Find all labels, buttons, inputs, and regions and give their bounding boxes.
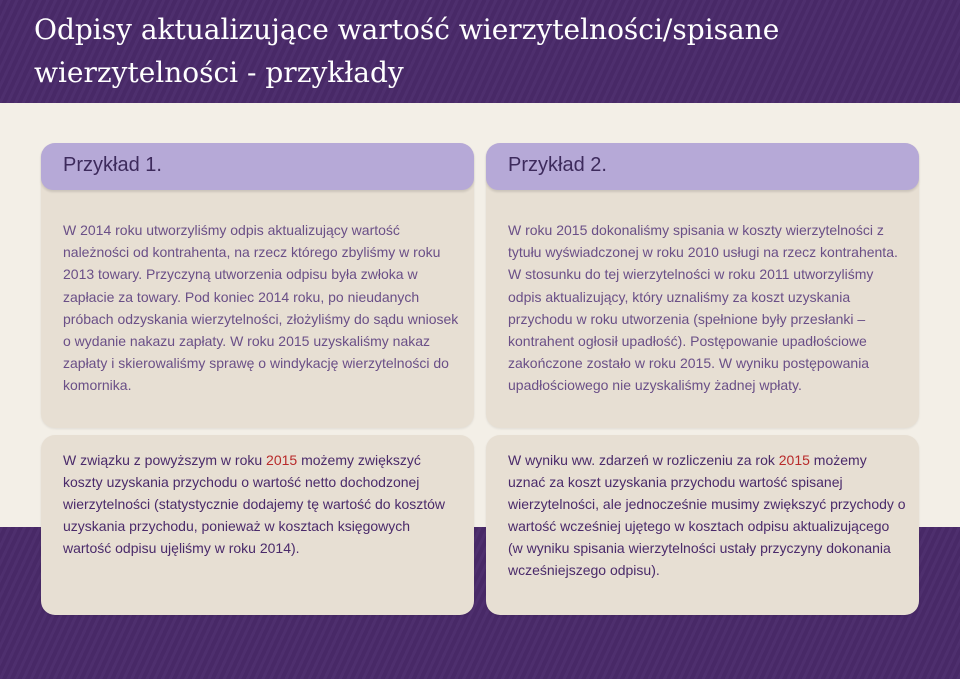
example-2-card <box>486 143 919 428</box>
example-2-conclusion-rest: możemy uznać za koszt uzyskania przychodu wartość spisanej wierzytelności, ale jednocześnie musimy zwiększyć przychody o wartość wcześniej ujętego w kosztach odpisu aktualizującego (w wyniku spisania wierzytelności ustały przyczyny dokonania wcześniejszego odpisu). <box>508 452 906 578</box>
example-1-conclusion-year: 2015 <box>266 452 298 468</box>
example-2-conclusion-year: 2015 <box>778 452 810 468</box>
example-2-heading: Przykład 2. <box>508 154 607 176</box>
example-1-body: W 2014 roku utworzyliśmy odpis aktualizujący wartość należności od kontrahenta, na rzecz którego zbyliśmy w roku 2013 towary. Przyczyną utworzenia odpisu była zwłoka w zapłacie za towary. Pod koniec 2014 roku, po nieudanych próbach odzyskania wierzytelności, złożyliśmy do sądu wniosek o wydanie nakazu zapłaty. W roku 2015 uzyskaliśmy nakaz zapłaty i skierowaliśmy sprawę o windykację wierzytelności do komornika. <box>63 222 459 394</box>
example-2-conclusion <box>508 449 907 581</box>
example-2-header <box>486 143 919 190</box>
example-1-heading: Przykład 1. <box>63 154 162 176</box>
example-2-conclusion-card <box>486 435 919 615</box>
example-1-conclusion-rest: możemy zwiększyć koszty uzyskania przychodu o wartość netto dochodzonej wierzytelności (statystycznie dodajemy tę wartość do kosztów uzyskania przychodu, ponieważ w kosztach księgowych wartość odpisu ujęliśmy w roku 2014). <box>63 452 446 556</box>
example-1-conclusion-lead: W związku z powyższym w roku <box>63 452 267 468</box>
example-1-header <box>41 143 474 190</box>
example-1-card <box>41 143 474 428</box>
slide-title: Odpisy aktualizujące wartość wierzytelności/spisane wierzytelności - przykłady <box>34 13 780 89</box>
example-1-conclusion <box>63 449 462 559</box>
example-2-body: W roku 2015 dokonaliśmy spisania w koszty wierzytelności z tytułu wyświadczonej w roku 2010 usługi na rzecz kontrahenta. W stosunku do tej wierzytelności w roku 2011 utworzyliśmy odpis aktualizujący, który uznaliśmy za koszt uzyskania przychodu w roku utworzenia (spełnione były przesłanki – kontrahent ogłosił upadłość). Postępowanie upadłościowe zakończone zostało w roku 2015. W wyniku postępowania upadłościowego nie uzyskaliśmy żadnej wpłaty. <box>508 222 898 394</box>
example-1-conclusion-card <box>41 435 474 615</box>
example-2-conclusion-lead: W wyniku ww. zdarzeń w rozliczeniu za rok <box>508 452 779 468</box>
